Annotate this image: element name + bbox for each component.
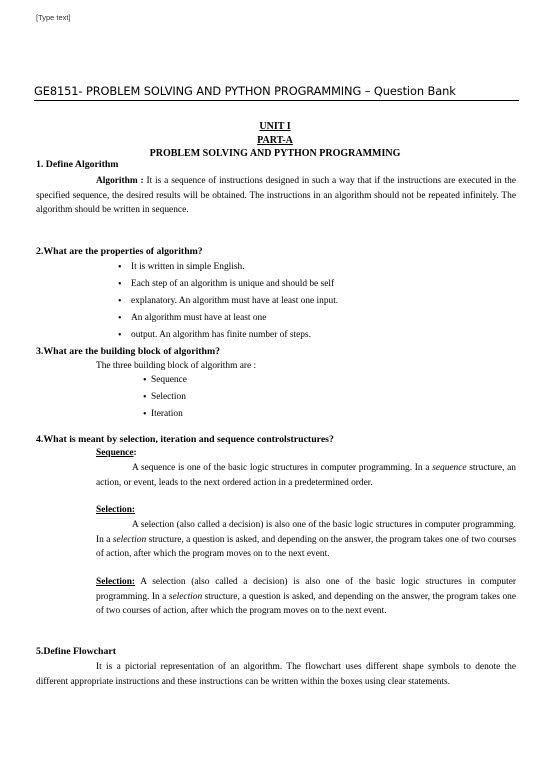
q2-list [118,259,338,344]
q4-sequence-label: Sequence [96,448,134,458]
q2-heading: 2.What are the properties of algorithm? [36,246,203,257]
q4-sequence-text: A sequence is one of the basic logic structures in computer programming. In a sequence structure, an action, or event, leads to the next ordered action in a predetermined order. [96,463,516,488]
part-heading: PART-A [257,135,293,146]
list-item: • explanatory. An algorithm must have at least one input. [118,293,338,310]
q4-selection-text-2: Selection: A selection (also called a decision) is also one of the basic logic structures in computer programming. In a selection structure, a question is asked, and depending on the answer, the program takes one of two courses of action, after which the program moves on to the next event. [96,577,516,616]
subject-heading: PROBLEM SOLVING AND PYTHON PROGRAMMING [149,148,401,159]
q5-heading: 5.Define Flowchart [36,646,116,657]
q3-list [143,372,187,423]
unit-heading: UNIT I [259,121,291,132]
list-item: • output. An algorithm has finite number of steps. [118,327,338,344]
q5-answer: It is a pictorial representation of an algorithm. The flowchart uses different shape symbols to denote the different appropriate instructions and these instructions can be written within the boxes using clear statements. [36,662,516,687]
q4-selection-text-1: A selection (also called a decision) is also one of the basic logic structures in computer programming. In a selection structure, a question is asked, and depending on the answer, the program takes one of two courses of action, after which the program moves on to the next event. [96,520,517,559]
q4-selection-label-2: Selection: [96,577,136,587]
document-title: GE8151- PROBLEM SOLVING AND PYTHON PROGRAMMING – Question Bank [34,84,456,98]
list-item: • An algorithm must have at least one [118,310,338,327]
list-item: • Sequence [143,372,187,389]
q1-answer [36,174,516,218]
q1-term: Algorithm : [96,176,144,186]
q1-heading: 1. Define Algorithm [36,159,119,170]
q4-sequence-label-line: Sequence: [96,448,137,458]
q4-selection-label-1: Selection: [96,505,136,515]
header-tag: [Type text] [36,13,71,22]
q3-heading: 3.What are the building block of algorithm? [36,346,221,357]
list-item: • Selection [143,389,187,406]
q4-heading: 4.What is meant by selection, iteration and sequence controlstructures? [36,434,334,445]
q3-intro: The three building block of algorithm are : [96,361,257,371]
q1-body: It is a sequence of instructions designed in such a way that if the instructions are executed in the specified sequence, the desired results will be obtained. The instructions in an algorithm should not be repeated infinitely. The algorithm should be written in sequence. [36,176,516,215]
list-item: • It is written in simple English. [118,259,338,276]
list-item: • Iteration [143,406,187,423]
list-item: • Each step of an algorithm is unique and should be self [118,276,338,293]
title-rule [34,100,519,101]
